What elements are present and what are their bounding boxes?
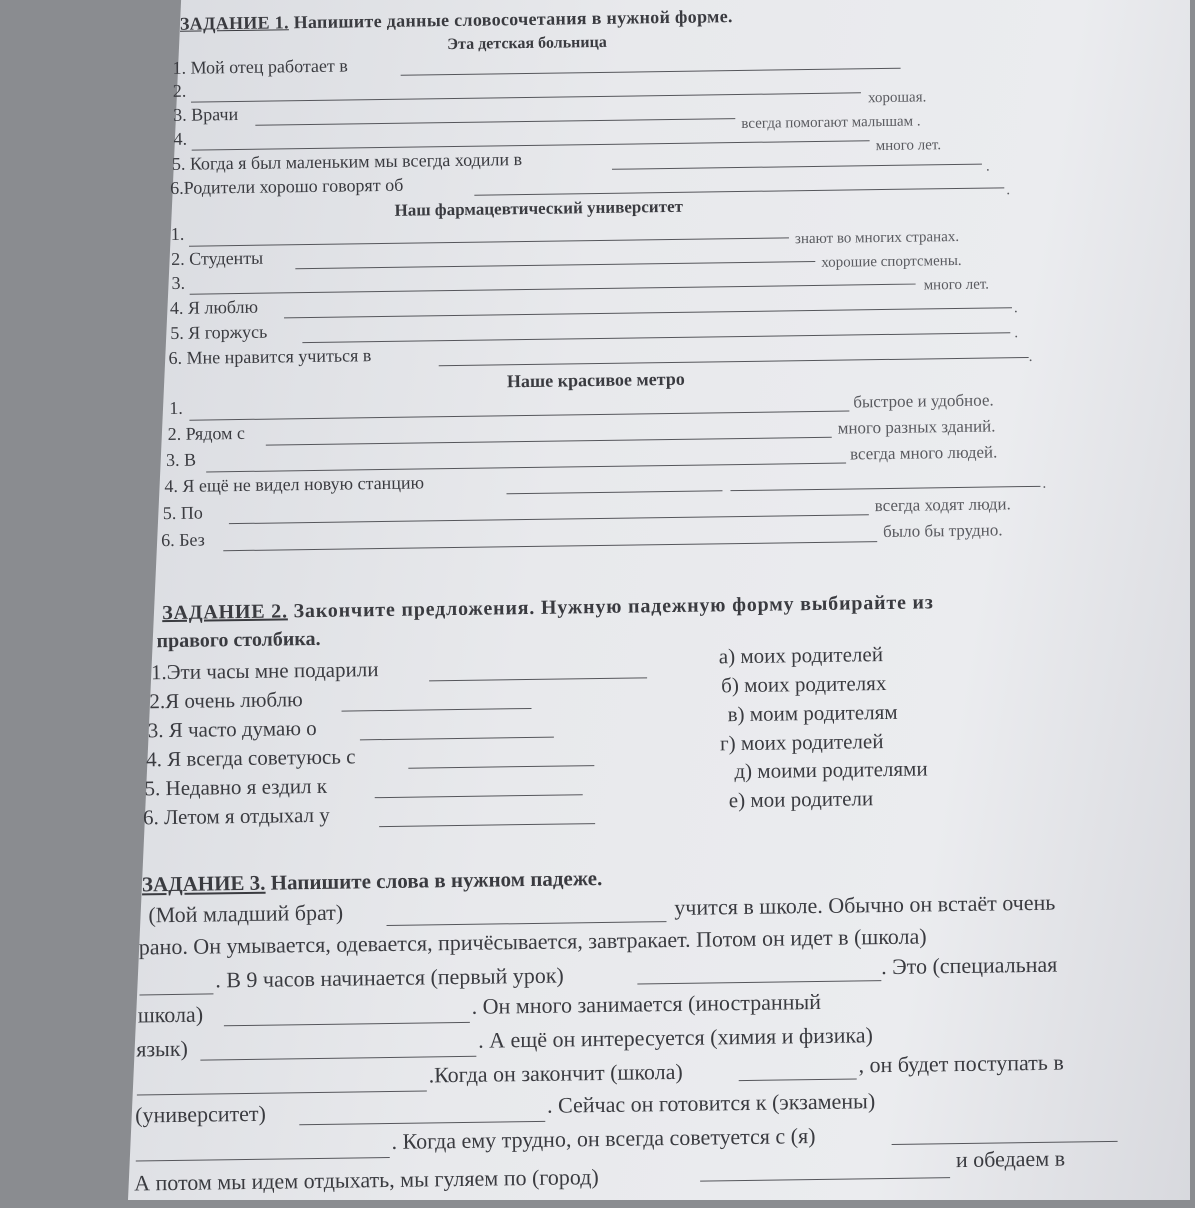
task1-s2-item3-blank[interactable] <box>190 284 916 295</box>
task1-s1-item1-prefix: 1. Мой отец работает в <box>172 55 348 78</box>
task1-s3-item4-hint: . <box>1042 475 1047 492</box>
task1-s3-item3-blank[interactable] <box>206 463 846 473</box>
task1-s3-item2-blank[interactable] <box>266 437 832 446</box>
task1-s2-item3-prefix: 3. <box>171 272 186 293</box>
task2-item3: 3. Я часто думаю о <box>147 715 317 743</box>
task2-title <box>162 591 934 625</box>
task1-s2-item6-hint: . <box>1028 348 1033 365</box>
task1-s3-item1-prefix: 1. <box>169 397 183 418</box>
task2-item5: 5. Недавно я ездил к <box>144 773 328 801</box>
task3-blank-2[interactable] <box>139 993 213 995</box>
task2-item4-blank[interactable] <box>408 765 594 769</box>
task1-s2-item2-hint: хорошие спортсмены. <box>821 252 962 271</box>
task1-s2-item4-hint: . <box>1013 300 1018 317</box>
task1-s2-item4-prefix: 4. Я люблю <box>169 296 259 318</box>
task1-s3-item2-prefix: 2. Рядом с <box>167 422 246 445</box>
task1-s1-item5-hint: . <box>985 158 990 175</box>
task2-item5-blank[interactable] <box>375 794 583 798</box>
task2-option-b: б) моих родителях <box>721 671 887 698</box>
task1-s3-item2-hint: много разных зданий. <box>837 416 996 438</box>
task1-s2-item6-prefix: 6. Мне нравится учиться в <box>168 345 372 368</box>
task1-s3-item5-blank[interactable] <box>229 514 869 524</box>
task1-s2-item2-prefix: 2. Студенты <box>171 247 264 269</box>
task1-s2-item1-blank[interactable] <box>189 237 789 246</box>
task1-s2-item1-prefix: 1. <box>170 223 185 244</box>
task1-s2-item2-blank[interactable] <box>295 261 815 269</box>
task1-s3-item6-hint: было бы трудно. <box>882 520 1003 542</box>
task1-s1-item4-hint: много лет. <box>875 137 942 155</box>
task1-s3-item4-prefix: 4. Я ещё не видел новую станцию <box>164 472 425 497</box>
task3-text-6: школа) <box>137 1001 204 1028</box>
task1-s1-item5-prefix: 5. Когда я был маленьким мы всегда ходили в <box>171 149 523 174</box>
task3-text-8: язык) <box>136 1035 189 1062</box>
task3-text-7: . Он много занимается (иностранный <box>471 988 822 1019</box>
task1-s1-item6-blank[interactable] <box>474 187 1004 195</box>
task3-text-10: .Когда он закончит (школа) <box>428 1058 683 1088</box>
task1-section1-title: Эта детская больница <box>447 33 607 54</box>
task1-s3-item6-blank[interactable] <box>223 541 877 551</box>
task1-section2-title: Наш фармацевтический университет <box>394 196 684 220</box>
task2-option-a: а) моих родителей <box>718 642 884 669</box>
task2-item1-blank[interactable] <box>429 677 647 681</box>
task3-blank-1[interactable] <box>387 921 667 926</box>
task3-text-11: , он будет поступать в <box>858 1049 1064 1078</box>
task1-s2-item6-blank[interactable] <box>439 357 1029 366</box>
task2-title-prefix: ЗАДАНИЕ 2. <box>161 600 288 625</box>
task2-option-e: е) мои родители <box>728 786 874 813</box>
task3-text-3: рано. Он умывается, одевается, причёсывается, завтракает. Потом он идет в (школа) <box>138 923 927 960</box>
task1-s1-item3-blank[interactable] <box>255 118 735 126</box>
task2-item3-blank[interactable] <box>360 737 554 741</box>
task1-title-prefix: ЗАДАНИЕ 1. <box>179 12 289 34</box>
task3-text-14: . Когда ему трудно, он всегда советуется с (я) <box>391 1123 816 1154</box>
task3-blank-7[interactable] <box>739 1078 857 1081</box>
task1-s3-item1-hint: быстрое и удобное. <box>853 390 994 412</box>
task2-item6-blank[interactable] <box>379 823 595 827</box>
task1-s1-item4-prefix: 4. <box>173 128 188 149</box>
task1-s3-item4-blank-a[interactable] <box>507 490 723 494</box>
task3-title <box>142 866 603 897</box>
task3-blank-9[interactable] <box>136 1157 390 1162</box>
task2-title-line2: правого столбика. <box>156 627 321 653</box>
task2-option-g: г) моих родителей <box>719 729 884 756</box>
task2-title-text: Закончите предложения. Нужную падежную форму выбирайте из <box>293 591 934 623</box>
task1-s1-item1-blank[interactable] <box>401 68 901 76</box>
task1-s2-item5-prefix: 5. Я горжусь <box>170 321 268 343</box>
task1-s3-item5-hint: всегда ходят люди. <box>874 494 1011 516</box>
task1-s1-item2-hint: хорошая. <box>867 89 927 107</box>
task3-blank-10[interactable] <box>892 1141 1118 1145</box>
task2-item4: 4. Я всегда советуюсь с <box>146 744 356 772</box>
task3-text-5: . Это (специальная <box>880 951 1058 980</box>
task1-title-text: Напишите данные словосочетания в нужной форме. <box>293 6 733 33</box>
task1-s3-item3-prefix: 3. В <box>165 449 197 471</box>
task1-s3-item4-blank-b[interactable] <box>730 486 1040 491</box>
task3-title-text: Напишите слова в нужном падеже. <box>270 865 603 895</box>
task1-s3-item3-hint: всегда много людей. <box>849 442 998 464</box>
task1-s3-item5-prefix: 5. По <box>162 502 203 524</box>
task3-text-9: . А ещё он интересуется (химия и физика) <box>477 1022 873 1053</box>
task1-title <box>180 6 733 35</box>
task1-s1-item5-blank[interactable] <box>612 164 982 170</box>
task2-item2: 2.Я очень люблю <box>149 687 303 714</box>
task3-title-prefix: ЗАДАНИЕ 3. <box>141 870 266 897</box>
task1-s1-item4-blank[interactable] <box>192 140 870 150</box>
task3-blank-6[interactable] <box>137 1090 427 1095</box>
task1-s2-item4-blank[interactable] <box>284 307 1012 318</box>
task3-text-2: учится в школе. Обычно он встаёт очень <box>674 889 1056 920</box>
task3-text-4: . В 9 часов начинается (первый урок) <box>215 962 564 993</box>
task3-blank-8[interactable] <box>299 1121 545 1125</box>
task2-option-v: в) моим родителям <box>727 699 898 727</box>
task3-text-12: (университет) <box>134 1100 267 1128</box>
task1-s1-item6-prefix: 6.Родители хорошо говорят об <box>170 174 404 198</box>
task1-s1-item3-prefix: 3. Врачи <box>173 104 239 125</box>
task1-s2-item1-hint: знают во многих странах. <box>794 228 960 248</box>
task1-s1-item2-blank[interactable] <box>191 92 861 102</box>
task1-s1-item2-prefix: 2. <box>172 80 187 101</box>
task1-s1-item6-hint: . <box>1006 182 1011 199</box>
task1-s2-item5-blank[interactable] <box>302 332 1010 343</box>
task1-s3-item1-blank[interactable] <box>189 410 849 420</box>
task1-s2-item3-hint: много лет. <box>923 276 990 294</box>
task1-section3-title: Наше красивое метро <box>506 368 685 392</box>
task2-item2-blank[interactable] <box>342 708 532 712</box>
task3-text-13: . Сейчас он готовится к (экзамены) <box>546 1088 876 1118</box>
task3-blank-4[interactable] <box>224 1022 470 1026</box>
task1-s3-item6-prefix: 6. Без <box>160 529 205 551</box>
task3-text-15: и обедаем в <box>955 1145 1066 1173</box>
task2-item6: 6. Летом я отдыхал у <box>142 802 330 830</box>
task1-s2-item5-hint: . <box>1014 325 1019 342</box>
task1-s1-item3-hint: всегда помогают малышам . <box>741 113 921 132</box>
task3-blank-3[interactable] <box>637 980 881 984</box>
task2-item1: 1.Эти часы мне подарили <box>150 657 379 685</box>
task3-text-1: (Мой младший брат) <box>148 899 344 928</box>
task3-blank-5[interactable] <box>200 1056 476 1061</box>
task3-blank-11[interactable] <box>700 1177 950 1181</box>
task2-option-d: д) моими родителями <box>734 756 928 784</box>
task3-text-16: А потом мы идем отдыхать, мы гуляем по (город) <box>133 1164 599 1196</box>
